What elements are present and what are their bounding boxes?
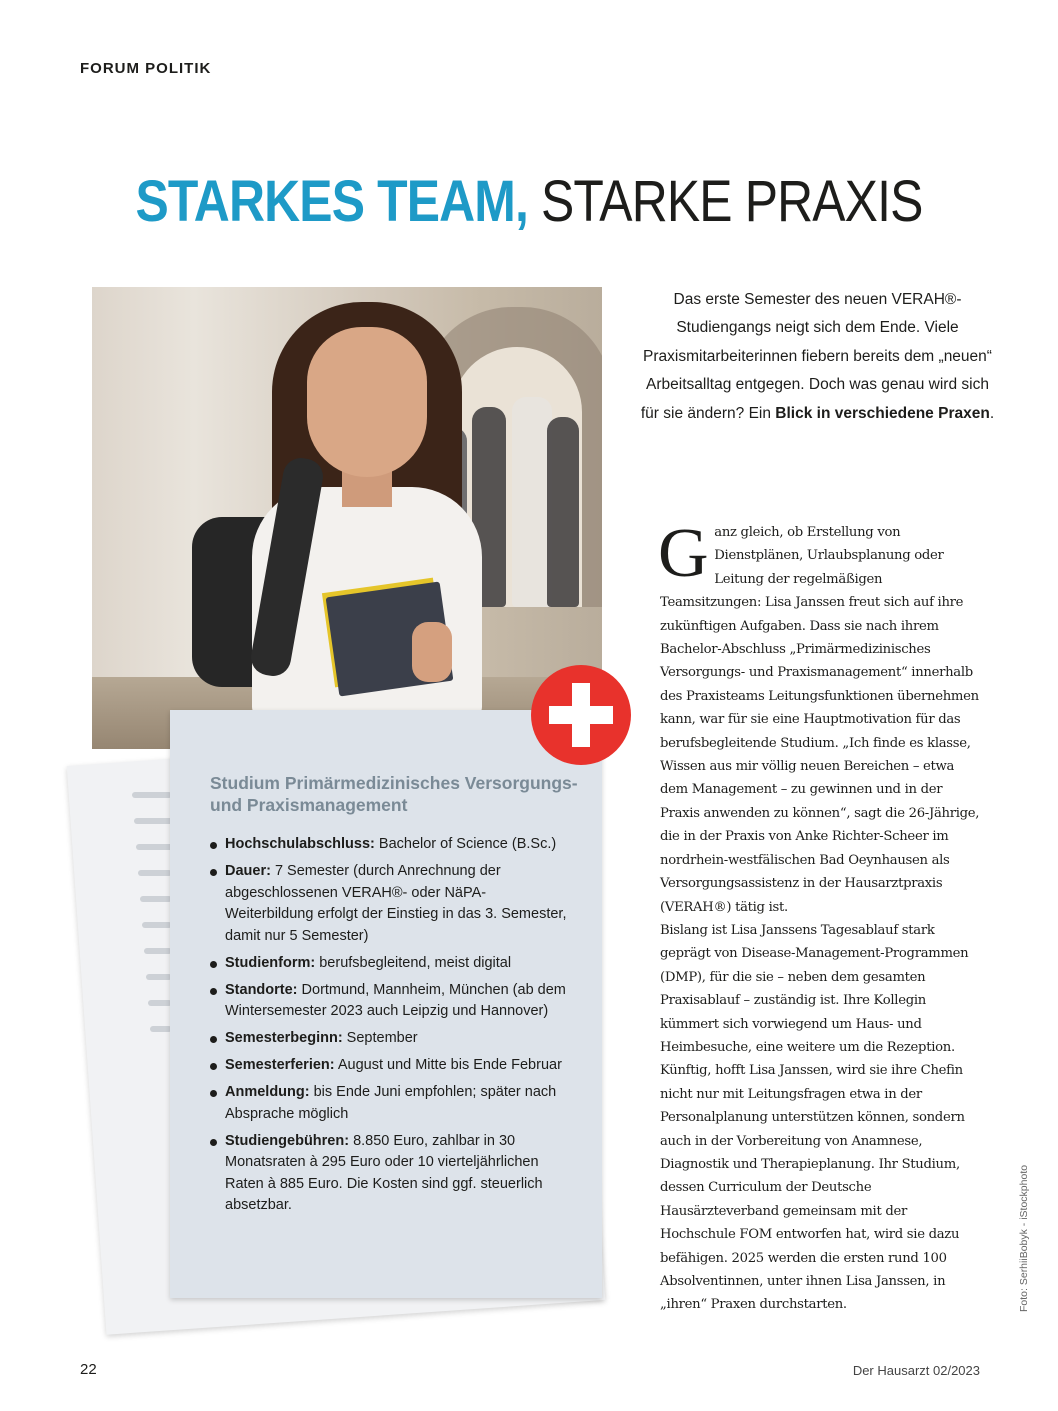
intro-end: . (989, 404, 995, 422)
info-list-item (210, 834, 570, 856)
bullet-icon (210, 1036, 217, 1043)
intro-teaser (640, 286, 995, 428)
bullet-icon (210, 1139, 217, 1146)
info-item-label: Hochschulabschluss: (225, 836, 375, 852)
info-list (210, 834, 570, 1222)
section-label: FORUM POLITIK (80, 60, 212, 77)
page-number: 22 (80, 1361, 97, 1378)
article-paragraph-1: Ganz gleich, ob Erstellung von Dienstplänen, Urlaubsplanung oder Leitung der regelmäßigen Teamsitzungen: Lisa Janssen freut sich auf ihre zukünftigen Aufgaben. Dass sie nach ihrem Bachelor-Abschluss „Primärmedizinisches Versorgungs- und Praxismanagement“ innerhalb des Praxisteams Leitungsfunktionen übernehmen kann, war für sie eine Hauptmotivation für das berufsbegleitende Studium. „Ich finde es klasse, Wissen aus mir völlig neuen Bereichen – etwa dem Management – zu gewinnen und in der Praxis anwenden zu können“, sagt die 26-Jährige, die in der Praxis von Anke Richter-Scheer im nordrhein-westfälischen Bad Oeynhausen als Versorgungsassistenz in der Hausarztpraxis (VERAH®) tätig ist. (658, 515, 980, 915)
plus-icon (531, 665, 631, 765)
info-list-item (210, 1131, 570, 1217)
article-body (658, 515, 980, 1317)
photo-credit: Foto: SerhiiBobyk - iStockphoto (1018, 1164, 1030, 1312)
info-list-item (210, 861, 570, 947)
info-item-text: Dortmund, Mannheim, München (ab dem Wintersemester 2023 auch Leipzig und Hannover) (225, 981, 566, 1019)
magazine-issue: Der Hausarzt 02/2023 (852, 1363, 980, 1378)
student-photo (92, 287, 602, 749)
intro-text: Das erste Semester des neuen VERAH®-Studiengangs neigt sich dem Ende. Viele Praxismitarbeiterinnen fiebern bereits dem „neuen“ Arbeitsalltag entgegen. Doch was genau wird sich für sie ändern? Ein (640, 291, 992, 422)
info-list-item (210, 1028, 570, 1050)
info-box-title: Studium Primärmedizinisches Versorgungs- und Praxismanagement (210, 773, 578, 815)
drop-cap: G (658, 515, 709, 592)
info-item-label: Studienform: (225, 954, 316, 971)
headline (74, 168, 984, 236)
info-item-label: Semesterferien: (225, 1057, 335, 1073)
bullet-icon (210, 988, 217, 995)
bullet-icon (210, 1063, 217, 1070)
bullet-icon (210, 1090, 217, 1097)
info-item-label: Dauer: (225, 863, 271, 879)
info-item-label: Studiengebühren: (225, 1132, 350, 1149)
info-list-item (210, 953, 570, 975)
info-list-item (210, 1055, 570, 1077)
info-item-text: 7 Semester (durch Anrechnung der abgeschlossenen VERAH®- oder NäPA-Weiterbildung erfolgt der Einstieg in das 3. Semester, damit nur 5 Semester) (225, 863, 567, 944)
intro-bold: Blick in verschiedene Praxen (775, 404, 990, 422)
headline-bold: STARKES TEAM, (135, 169, 528, 234)
info-item-label: Semesterbeginn: (225, 1030, 343, 1046)
bullet-icon (210, 869, 217, 876)
info-item-text: Bachelor of Science (B.Sc.) (374, 836, 557, 852)
info-item-text: 8.850 Euro, zahlbar in 30 Monatsraten à 295 Euro oder 10 vierteljährlichen Raten à 885 Euro. Die Kosten sind ggf. steuerlich absetzbar. (225, 1132, 543, 1213)
info-item-text: bis Ende Juni empfohlen; später nach Absprache möglich (225, 1084, 557, 1122)
info-list-item (210, 1082, 570, 1125)
info-list-item (210, 980, 570, 1023)
article-paragraph-2: Bislang ist Lisa Janssens Tagesablauf stark geprägt von Disease-Management-Programmen (DMP), für die sie – neben dem gesamten Praxisablauf – zuständig ist. Ihre Kollegin kümmert sich vorwiegend um Haus- und Heimbesuche, eine weitere um die Rezeption. Künftig, hofft Lisa Janssen, wird sie ihre Chefin nicht nur mit Leitungsfragen etwa in der Personalplanung unterstützen können, sondern auch in der Vorbereitung von Anamnese, Diagnostik und Therapieplanung. Ihr Studium, dessen Curriculum der Deutsche Hausärzteverband gemeinsam mit der Hochschule FOM entworfen hat, wird sie dazu befähigen. 2025 werden die ersten rund 100 Absolventinnen, unter ihnen Lisa Janssen, in „ihren“ Praxen durchstarten. (660, 922, 969, 1313)
study-info-box (170, 710, 602, 1298)
info-item-text: berufsbegleitend, meist digital (315, 954, 512, 971)
info-item-text: August und Mitte bis Ende Februar (334, 1057, 562, 1073)
info-item-label: Standorte: (225, 981, 298, 998)
bullet-icon (210, 842, 217, 849)
info-item-text: September (342, 1030, 418, 1046)
info-item-label: Anmeldung: (225, 1084, 310, 1100)
headline-light: STARKE PRAXIS (527, 169, 923, 234)
bullet-icon (210, 961, 217, 968)
